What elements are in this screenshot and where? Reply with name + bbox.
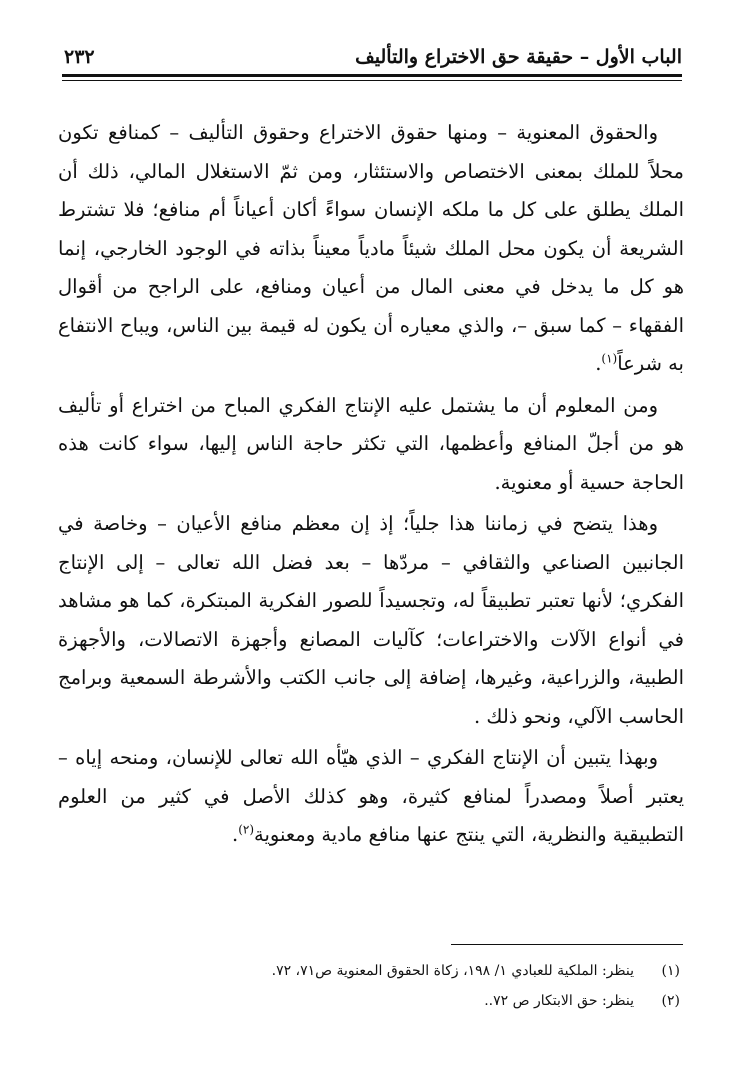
running-title: الباب الأول – حقيقة حق الاختراع والتأليف bbox=[355, 46, 682, 68]
footnote-1-text: ينظر: الملكية للعبادي ١/ ١٩٨، زكاة الحقوق المعنوية ص٧١، ٧٢. bbox=[271, 963, 634, 979]
page-number: ٢٣٢ bbox=[64, 46, 95, 68]
paragraph-2 bbox=[58, 387, 684, 503]
paragraph-3-text: وهذا يتضح في زماننا هذا جلياً؛ إذ إن معظم منافع الأعيان – وخاصة في الجانبين الصناعي والثقافي – مردّها – بعد فضل الله تعالى – إلى الإنتاج الفكري؛ لأنها تعتبر تطبيقاً له، وتجسيداً للصور الفكرية المبتكرة، كما هو مشاهد في أنواع الآلات والاختراعات؛ كآليات المصانع وأجهزة الاتصالات، والأجهزة الطبية، والزراعية، وغيرها، إضافة إلى جانب الكتب والأشرطة السمعية وبرامج الحاسب الآلي، ونحو ذلك . bbox=[58, 512, 684, 728]
paragraph-4-tail: . bbox=[232, 823, 239, 846]
paragraph-4-text: وبهذا يتبين أن الإنتاج الفكري – الذي هيّأه الله تعالى للإنسان، ومنحه إياه – يعتبر أصلاً ومصدراً لمنافع كثيرة، وهو كذلك الأصل في كثير من العلوم التطبيقية والنظرية، التي ينتج عنها منافع مادية ومعنوية bbox=[58, 746, 684, 846]
paragraph-3 bbox=[58, 505, 684, 736]
footnote-2-text: ينظر: حق الابتكار ص ٧٢.. bbox=[484, 993, 634, 1009]
footnote-1-number: (١) bbox=[661, 963, 680, 979]
footnote-ref-1[interactable]: (١) bbox=[601, 351, 618, 366]
page-header bbox=[62, 44, 682, 84]
header-rule-thick bbox=[62, 74, 682, 77]
header-rule-thin bbox=[62, 80, 682, 81]
footnote-2 bbox=[62, 986, 684, 1016]
footnotes bbox=[62, 956, 684, 1016]
body-text bbox=[58, 114, 684, 855]
paragraph-4 bbox=[58, 739, 684, 855]
footnote-1 bbox=[62, 956, 684, 986]
paragraph-1-tail: . bbox=[595, 352, 602, 375]
paragraph-2-text: ومن المعلوم أن ما يشتمل عليه الإنتاج الفكري المباح من اختراع أو تأليف هو من أجلّ المنافع وأعظمها، التي تكثر حاجة الناس إليها، سواء كانت هذه الحاجة حسية أو معنوية. bbox=[58, 393, 684, 494]
footnote-ref-2[interactable]: (٢) bbox=[238, 822, 255, 837]
paragraph-1-text: والحقوق المعنوية – ومنها حقوق الاختراع وحقوق التأليف – كمنافع تكون محلاً للملك بمعنى الاختصاص والاستئثار، ومن ثمّ الاستغلال المالي، ذلك أن الملك يطلق على كل ما ملكه الإنسان سواءً أكان أعياناً أم منافع؛ فلا تشترط الشريعة أن يكون محل الملك شيئاً مادياً معيناً بذاته في الوجود الخارجي، إنما هو كل ما يدخل في معنى المال من أعيان ومنافع، على الراجح من أقوال الفقهاء – كما سبق –، والذي معياره أن يكون له قيمة بين الناس، ويباح الانتفاع به شرعاً bbox=[58, 121, 684, 375]
paragraph-1 bbox=[58, 114, 684, 384]
footnote-2-number: (٢) bbox=[661, 993, 680, 1009]
footnote-separator bbox=[451, 944, 683, 945]
